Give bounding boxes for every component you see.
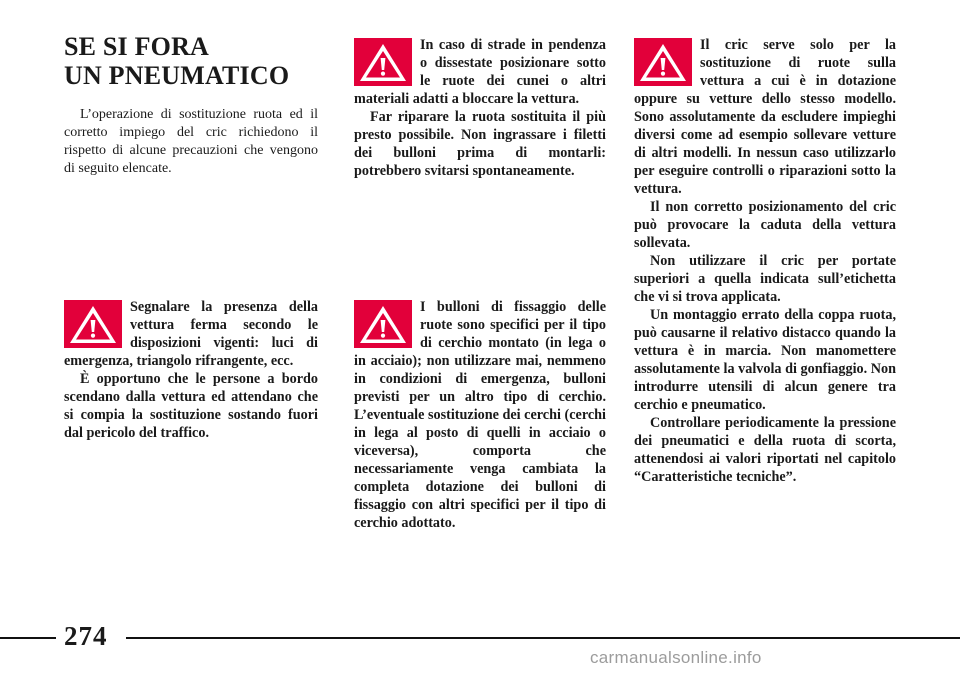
- intro-paragraph: L’operazione di sostituzione ruota ed il corretto impiego del cric richiedono il rispetto di alcune precauzioni che vengono di seguito elencate.: [64, 107, 318, 176]
- warning-block-slope-chocks: [354, 36, 606, 180]
- warning-block-wheel-bolts: [354, 298, 606, 532]
- warning-triangle-icon: [354, 300, 412, 348]
- warning-triangle-icon: [64, 300, 122, 348]
- warning-paragraph: È opportuno che le persone a bordo scendano dalla vettura ed attendano che si compia la sostituzione sostando fuori dal pericolo del traffico.: [64, 371, 318, 441]
- warning-paragraph: Il cric serve solo per la sostituzione di ruote sulla vettura a cui è in dotazione oppure su vetture dello stesso modello. Sono assolutamente da escludere impieghi diversi come ad esempio sollevare vetture di altri modelli. In nessun caso utilizzarlo per eseguire controlli o riparazioni sotto la vettura.: [634, 37, 896, 197]
- footer-rule-left: [0, 637, 56, 639]
- warning-paragraph: In caso di strade in pendenza o dissestate posizionare sotto le ruote dei cunei o altri materiali adatti a bloccare la vettura.: [354, 37, 606, 107]
- page-title-line-1: SE SI FORA: [64, 32, 210, 61]
- warning-paragraph: Un montaggio errato della coppa ruota, può causarne il relativo distacco quando la vettura è in marcia. Non manomettere assolutamente la valvola di gonfiaggio. Non introdurre utensili di alcun genere tra cerchio e pneumatico.: [634, 307, 896, 413]
- page-title: [64, 32, 289, 90]
- watermark: carmanualsonline.info: [590, 648, 762, 667]
- page-number: 274: [64, 621, 108, 651]
- warning-paragraph: Non utilizzare il cric per portate superiori a quella indicata sull’etichetta che vi si trova applicata.: [634, 253, 896, 305]
- warning-paragraph: I bulloni di fissaggio delle ruote sono specifici per il tipo di cerchio montato (in lega o in acciaio); non utilizzare mai, nemmeno in condizioni di emergenza, bulloni previsti per un altro tipo di cerchio. L’eventuale sostituzione dei cerchi (cerchi in lega al posto di quelli in acciaio o viceversa), comporta che necessariamente venga cambiata la completa dotazione dei bulloni di fissaggio con altri specifici per il tipo di cerchio adottato.: [354, 299, 606, 531]
- warning-paragraph: Segnalare la presenza della vettura ferma secondo le disposizioni vigenti: luci di emergenza, triangolo rifrangente, ecc.: [64, 299, 318, 369]
- warning-paragraph: Controllare periodicamente la pressione dei pneumatici e della ruota di scorta, attenendosi ai valori riportati nel capitolo “Caratteristiche tecniche”.: [634, 415, 896, 485]
- warning-triangle-icon: [354, 38, 412, 86]
- warning-paragraph: Il non corretto posizionamento del cric può provocare la caduta della vettura sollevata.: [634, 199, 896, 251]
- warning-block-jack-usage: [634, 36, 896, 486]
- warning-triangle-icon: [634, 38, 692, 86]
- page-title-line-2: UN PNEUMATICO: [64, 61, 290, 90]
- warning-block-hazard-signal: [64, 298, 318, 442]
- footer-rule-right: [126, 637, 960, 639]
- warning-paragraph: Far riparare la ruota sostituita il più presto possibile. Non ingrassare i filetti dei bulloni prima di montarli: potrebbero svitarsi spontaneamente.: [354, 109, 606, 179]
